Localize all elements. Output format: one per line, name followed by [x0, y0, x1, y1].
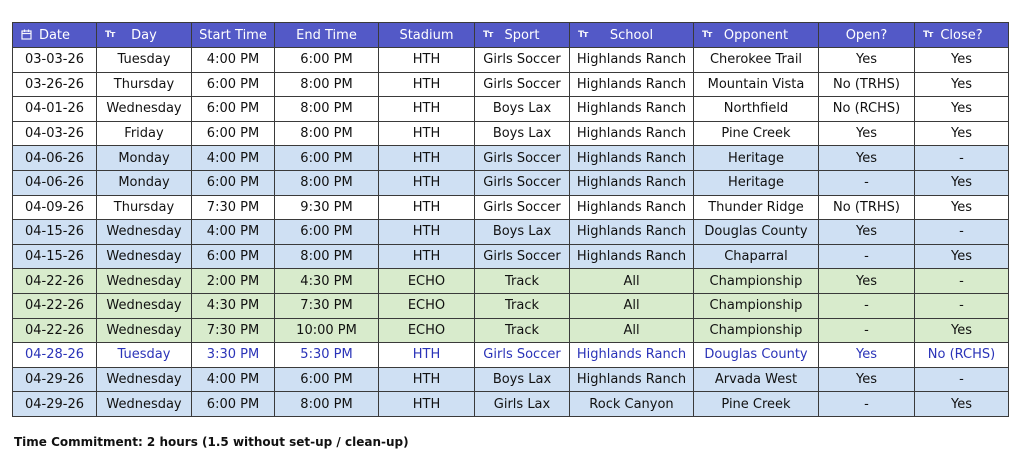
start-time-cell[interactable]: 4:00 PM: [192, 220, 275, 245]
open-cell[interactable]: No (TRHS): [819, 72, 915, 97]
open-cell[interactable]: Yes: [819, 121, 915, 146]
school-cell[interactable]: Highlands Ranch: [570, 195, 694, 220]
start-time-cell[interactable]: 4:00 PM: [192, 146, 275, 171]
table-row[interactable]: [13, 195, 1009, 220]
opponent-cell[interactable]: Douglas County: [694, 220, 819, 245]
column-header-start-time[interactable]: [192, 23, 275, 48]
end-time-cell[interactable]: 4:30 PM: [275, 269, 379, 294]
start-time-cell[interactable]: 6:00 PM: [192, 97, 275, 122]
stadium-cell[interactable]: HTH: [379, 244, 475, 269]
stadium-cell[interactable]: ECHO: [379, 318, 475, 343]
column-header-label: Start Time: [199, 27, 267, 43]
sport-cell[interactable]: Girls Soccer: [475, 195, 570, 220]
end-time-cell[interactable]: 7:30 PM: [275, 293, 379, 318]
date-cell[interactable]: 04-09-26: [13, 195, 97, 220]
column-header-label: Close?: [940, 27, 983, 43]
day-cell[interactable]: Thursday: [97, 195, 192, 220]
start-time-cell[interactable]: 7:30 PM: [192, 195, 275, 220]
date-cell[interactable]: 04-22-26: [13, 293, 97, 318]
school-cell[interactable]: Highlands Ranch: [570, 170, 694, 195]
date-cell[interactable]: 04-01-26: [13, 97, 97, 122]
open-cell[interactable]: -: [819, 244, 915, 269]
stadium-cell[interactable]: HTH: [379, 48, 475, 73]
close-cell[interactable]: -: [915, 293, 1009, 318]
end-time-cell[interactable]: 6:00 PM: [275, 367, 379, 392]
end-time-cell[interactable]: 6:00 PM: [275, 146, 379, 171]
opponent-cell[interactable]: Pine Creek: [694, 392, 819, 417]
column-header-label: Date: [38, 27, 71, 43]
date-cell[interactable]: 04-06-26: [13, 146, 97, 171]
opponent-cell[interactable]: Championship: [694, 269, 819, 294]
stadium-cell[interactable]: HTH: [379, 367, 475, 392]
school-cell[interactable]: Highlands Ranch: [570, 97, 694, 122]
open-cell[interactable]: Yes: [819, 367, 915, 392]
day-cell[interactable]: Monday: [97, 146, 192, 171]
day-cell[interactable]: Wednesday: [97, 392, 192, 417]
school-cell[interactable]: All: [570, 293, 694, 318]
open-cell[interactable]: -: [819, 392, 915, 417]
school-cell[interactable]: Rock Canyon: [570, 392, 694, 417]
close-cell[interactable]: -: [915, 220, 1009, 245]
table-row[interactable]: [13, 170, 1009, 195]
start-time-cell[interactable]: 3:30 PM: [192, 343, 275, 368]
sport-cell[interactable]: Track: [475, 269, 570, 294]
table-row[interactable]: [13, 72, 1009, 97]
school-cell[interactable]: All: [570, 318, 694, 343]
opponent-cell[interactable]: Douglas County: [694, 343, 819, 368]
start-time-cell[interactable]: 6:00 PM: [192, 121, 275, 146]
stadium-cell[interactable]: HTH: [379, 146, 475, 171]
date-cell[interactable]: 04-22-26: [13, 318, 97, 343]
text-type-icon: Tт: [702, 30, 712, 40]
sport-cell[interactable]: Girls Soccer: [475, 72, 570, 97]
sport-cell[interactable]: Boys Lax: [475, 97, 570, 122]
text-type-icon: Tт: [923, 30, 933, 40]
text-type-icon: Tт: [483, 30, 493, 40]
day-cell[interactable]: Tuesday: [97, 48, 192, 73]
stadium-cell[interactable]: ECHO: [379, 269, 475, 294]
opponent-cell[interactable]: Arvada West: [694, 367, 819, 392]
date-cell[interactable]: 04-29-26: [13, 367, 97, 392]
end-time-cell[interactable]: 8:00 PM: [275, 121, 379, 146]
opponent-cell[interactable]: Heritage: [694, 170, 819, 195]
column-header-label: Opponent: [723, 27, 789, 43]
close-cell[interactable]: -: [915, 367, 1009, 392]
table-row[interactable]: [13, 146, 1009, 171]
table-row[interactable]: [13, 97, 1009, 122]
opponent-cell[interactable]: Pine Creek: [694, 121, 819, 146]
school-cell[interactable]: Highlands Ranch: [570, 146, 694, 171]
opponent-cell[interactable]: Chaparral: [694, 244, 819, 269]
table-row[interactable]: [13, 293, 1009, 318]
text-type-icon: Tт: [105, 30, 115, 40]
start-time-cell[interactable]: 6:00 PM: [192, 244, 275, 269]
header-row: [13, 23, 1009, 48]
schedule-table: [12, 22, 1009, 417]
column-header-school[interactable]: [570, 23, 694, 48]
column-header-sport[interactable]: [475, 23, 570, 48]
column-header-date[interactable]: [13, 23, 97, 48]
end-time-cell[interactable]: 9:30 PM: [275, 195, 379, 220]
column-header-opponent[interactable]: [694, 23, 819, 48]
sport-cell[interactable]: Girls Soccer: [475, 244, 570, 269]
start-time-cell[interactable]: 4:00 PM: [192, 367, 275, 392]
sport-cell[interactable]: Girls Soccer: [475, 146, 570, 171]
end-time-cell[interactable]: 8:00 PM: [275, 97, 379, 122]
open-cell[interactable]: Yes: [819, 146, 915, 171]
start-time-cell[interactable]: 6:00 PM: [192, 170, 275, 195]
day-cell[interactable]: Thursday: [97, 72, 192, 97]
open-cell[interactable]: -: [819, 170, 915, 195]
end-time-cell[interactable]: 8:00 PM: [275, 170, 379, 195]
table-row[interactable]: [13, 392, 1009, 417]
column-header-label: Stadium: [399, 27, 454, 43]
close-cell[interactable]: -: [915, 269, 1009, 294]
open-cell[interactable]: Yes: [819, 220, 915, 245]
sport-cell[interactable]: Boys Lax: [475, 220, 570, 245]
date-cell[interactable]: 04-22-26: [13, 269, 97, 294]
close-cell[interactable]: Yes: [915, 72, 1009, 97]
date-cell[interactable]: 03-26-26: [13, 72, 97, 97]
school-cell[interactable]: Highlands Ranch: [570, 244, 694, 269]
school-cell[interactable]: Highlands Ranch: [570, 220, 694, 245]
table-row[interactable]: [13, 343, 1009, 368]
table-row[interactable]: [13, 318, 1009, 343]
opponent-cell[interactable]: Northfield: [694, 97, 819, 122]
day-cell[interactable]: Wednesday: [97, 97, 192, 122]
date-cell[interactable]: 04-03-26: [13, 121, 97, 146]
day-cell[interactable]: Wednesday: [97, 293, 192, 318]
close-cell[interactable]: Yes: [915, 170, 1009, 195]
table-row[interactable]: [13, 48, 1009, 73]
school-cell[interactable]: Highlands Ranch: [570, 72, 694, 97]
school-cell[interactable]: Highlands Ranch: [570, 367, 694, 392]
open-cell[interactable]: Yes: [819, 48, 915, 73]
column-header-close[interactable]: [915, 23, 1009, 48]
date-cell[interactable]: 03-03-26: [13, 48, 97, 73]
day-cell[interactable]: Wednesday: [97, 269, 192, 294]
column-header-label: Sport: [504, 27, 540, 43]
column-header-label: End Time: [296, 27, 357, 43]
column-header-end-time[interactable]: [275, 23, 379, 48]
end-time-cell[interactable]: 6:00 PM: [275, 220, 379, 245]
table-row[interactable]: [13, 269, 1009, 294]
school-cell[interactable]: Highlands Ranch: [570, 48, 694, 73]
sport-cell[interactable]: Track: [475, 318, 570, 343]
stadium-cell[interactable]: HTH: [379, 72, 475, 97]
day-cell[interactable]: Friday: [97, 121, 192, 146]
end-time-cell[interactable]: 6:00 PM: [275, 48, 379, 73]
column-header-stadium[interactable]: [379, 23, 475, 48]
sport-cell[interactable]: Girls Lax: [475, 392, 570, 417]
school-cell[interactable]: All: [570, 269, 694, 294]
sport-cell[interactable]: Girls Soccer: [475, 343, 570, 368]
open-cell[interactable]: Yes: [819, 269, 915, 294]
end-time-cell[interactable]: 8:00 PM: [275, 244, 379, 269]
table-row[interactable]: [13, 121, 1009, 146]
sport-cell[interactable]: Boys Lax: [475, 121, 570, 146]
open-cell[interactable]: -: [819, 318, 915, 343]
opponent-cell[interactable]: Championship: [694, 318, 819, 343]
date-cell[interactable]: 04-15-26: [13, 220, 97, 245]
opponent-cell[interactable]: Cherokee Trail: [694, 48, 819, 73]
start-time-cell[interactable]: 6:00 PM: [192, 392, 275, 417]
day-cell[interactable]: Tuesday: [97, 343, 192, 368]
sport-cell[interactable]: Boys Lax: [475, 367, 570, 392]
close-cell[interactable]: No (RCHS): [915, 343, 1009, 368]
close-cell[interactable]: Yes: [915, 318, 1009, 343]
column-header-label: School: [609, 27, 654, 43]
close-cell[interactable]: Yes: [915, 97, 1009, 122]
close-cell[interactable]: Yes: [915, 244, 1009, 269]
stadium-cell[interactable]: HTH: [379, 121, 475, 146]
stadium-cell[interactable]: HTH: [379, 343, 475, 368]
day-cell[interactable]: Wednesday: [97, 220, 192, 245]
table-body: [13, 48, 1009, 417]
day-cell[interactable]: Monday: [97, 170, 192, 195]
close-cell[interactable]: -: [915, 146, 1009, 171]
close-cell[interactable]: Yes: [915, 48, 1009, 73]
calendar-icon: [21, 29, 32, 43]
table-row[interactable]: [13, 244, 1009, 269]
date-cell[interactable]: 04-28-26: [13, 343, 97, 368]
column-header-open[interactable]: [819, 23, 915, 48]
column-header-label: Open?: [845, 27, 888, 43]
open-cell[interactable]: No (RCHS): [819, 97, 915, 122]
stadium-cell[interactable]: HTH: [379, 97, 475, 122]
open-cell[interactable]: -: [819, 293, 915, 318]
table-row[interactable]: [13, 220, 1009, 245]
end-time-cell[interactable]: 5:30 PM: [275, 343, 379, 368]
close-cell[interactable]: Yes: [915, 392, 1009, 417]
open-cell[interactable]: No (TRHS): [819, 195, 915, 220]
stadium-cell[interactable]: HTH: [379, 392, 475, 417]
opponent-cell[interactable]: Heritage: [694, 146, 819, 171]
sport-cell[interactable]: Girls Soccer: [475, 48, 570, 73]
sport-cell[interactable]: Girls Soccer: [475, 170, 570, 195]
stadium-cell[interactable]: HTH: [379, 195, 475, 220]
day-cell[interactable]: Wednesday: [97, 244, 192, 269]
stadium-cell[interactable]: ECHO: [379, 293, 475, 318]
opponent-cell[interactable]: Championship: [694, 293, 819, 318]
end-time-cell[interactable]: 10:00 PM: [275, 318, 379, 343]
school-cell[interactable]: Highlands Ranch: [570, 343, 694, 368]
day-cell[interactable]: Wednesday: [97, 318, 192, 343]
stadium-cell[interactable]: HTH: [379, 220, 475, 245]
sport-cell[interactable]: Track: [475, 293, 570, 318]
start-time-cell[interactable]: 7:30 PM: [192, 318, 275, 343]
opponent-cell[interactable]: Mountain Vista: [694, 72, 819, 97]
stadium-cell[interactable]: HTH: [379, 170, 475, 195]
date-cell[interactable]: 04-29-26: [13, 392, 97, 417]
end-time-cell[interactable]: 8:00 PM: [275, 392, 379, 417]
date-cell[interactable]: 04-15-26: [13, 244, 97, 269]
start-time-cell[interactable]: 4:00 PM: [192, 48, 275, 73]
date-cell[interactable]: 04-06-26: [13, 170, 97, 195]
opponent-cell[interactable]: Thunder Ridge: [694, 195, 819, 220]
open-cell[interactable]: Yes: [819, 343, 915, 368]
close-cell[interactable]: Yes: [915, 195, 1009, 220]
time-commitment-note: Time Commitment: 2 hours (1.5 without set-up / clean-up): [14, 435, 409, 449]
column-header-label: Day: [131, 27, 157, 43]
column-header-day[interactable]: [97, 23, 192, 48]
end-time-cell[interactable]: 8:00 PM: [275, 72, 379, 97]
school-cell[interactable]: Highlands Ranch: [570, 121, 694, 146]
table-row[interactable]: [13, 367, 1009, 392]
start-time-cell[interactable]: 4:30 PM: [192, 293, 275, 318]
text-type-icon: Tт: [578, 30, 588, 40]
close-cell[interactable]: Yes: [915, 121, 1009, 146]
day-cell[interactable]: Wednesday: [97, 367, 192, 392]
start-time-cell[interactable]: 2:00 PM: [192, 269, 275, 294]
start-time-cell[interactable]: 6:00 PM: [192, 72, 275, 97]
